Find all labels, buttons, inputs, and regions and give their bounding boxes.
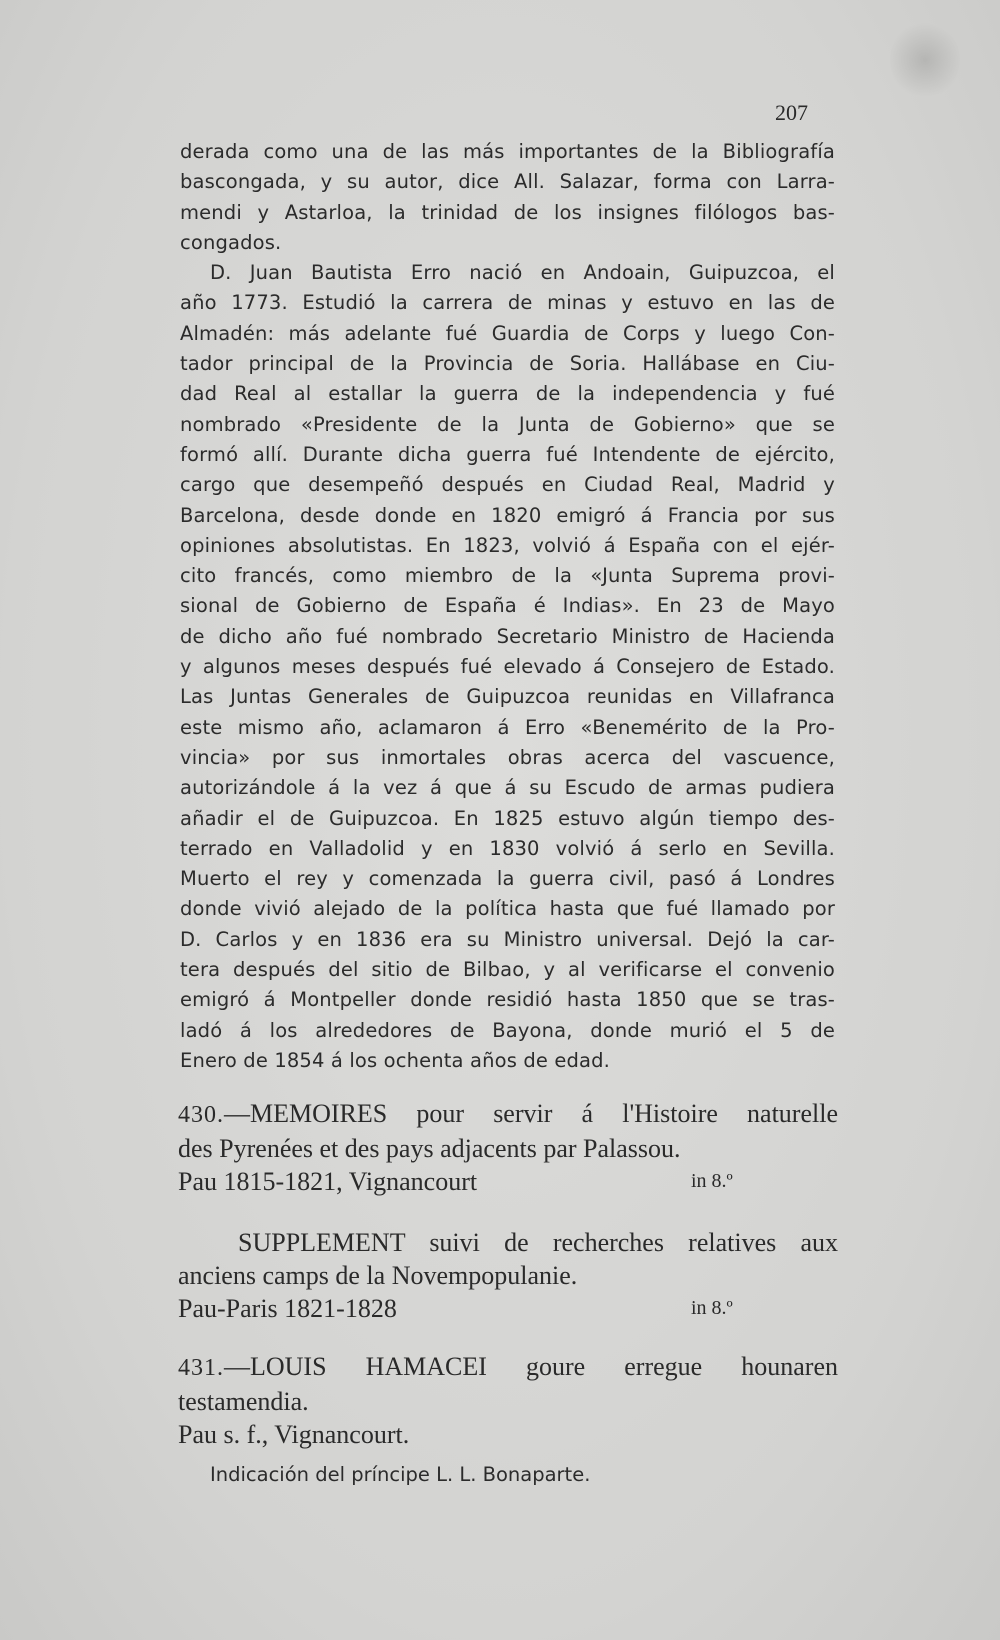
body-line: cargo que desempeñó después en Ciudad Real, Madrid y [180, 473, 835, 497]
entry-431-title-cont: testamendia. [178, 1387, 309, 1416]
body-line: Almadén: más adelante fué Guardia de Corps y luego Con- [180, 321, 835, 345]
body-line: Barcelona, desde donde en 1820 emigró á Francia por sus [180, 503, 835, 527]
body-line: congados. [180, 230, 282, 254]
entry-430-title: —MEMOIRES pour servir á l'Histoire naturelle [224, 1099, 838, 1128]
body-line: Las Juntas Generales de Guipuzcoa reunidas en Villafranca [180, 685, 835, 709]
entry-430-format: in 8.º [691, 1170, 733, 1192]
supplement-title: SUPPLEMENT suivi de recherches relatives aux [238, 1228, 838, 1257]
entry-430-heading [178, 1097, 838, 1132]
body-line: nombrado «Presidente de la Junta de Gobierno» que se [180, 412, 835, 436]
body-line: tera después del sitio de Bilbao, y al verificarse el convenio [180, 958, 835, 982]
supplement-entry [178, 1226, 838, 1325]
body-line: Muerto el rey y comenzada la guerra civil, pasó á Londres [180, 867, 835, 891]
page-number: 207 [775, 100, 808, 125]
entry-431-number: 431. [178, 1355, 224, 1381]
entry-431-title: —LOUIS HAMACEI goure erregue hounaren [224, 1352, 838, 1381]
body-line: derada como una de las más importantes de la Bibliografía [180, 140, 835, 163]
entry-431-imprint: Pau s. f., Vignancourt. [178, 1420, 410, 1449]
supplement-imprint: Pau-Paris 1821-1828 [178, 1294, 397, 1323]
body-line: vincia» por sus inmortales obras acerca del vascuence, [180, 745, 835, 769]
body-line: autorizándole á la vez á que á su Escudo de armas pudiera [180, 776, 835, 800]
biography-paragraph [180, 137, 835, 1076]
body-line: ladó á los alrededores de Bayona, donde murió el 5 de [180, 1018, 835, 1042]
entry-430 [178, 1097, 838, 1198]
body-line: cito francés, como miembro de la «Junta Suprema provi- [180, 564, 835, 588]
body-line: Enero de 1854 á los ochenta años de edad. [180, 1048, 611, 1072]
body-line: añadir el de Guipuzcoa. En 1825 estuvo algún tiempo des- [180, 806, 835, 830]
bonaparte-note: Indicación del príncipe L. L. Bonaparte. [210, 1463, 591, 1486]
body-line: tador principal de la Provincia de Soria. Hallábase en Ciu- [180, 352, 835, 376]
body-line: mendi y Astarloa, la trinidad de los insignes filólogos bas- [180, 200, 835, 224]
body-line: este mismo año, aclamaron á Erro «Benemérito de la Pro- [180, 715, 835, 739]
supplement-title-cont: anciens camps de la Novempopulanie. [178, 1261, 578, 1290]
entry-430-number: 430. [178, 1102, 224, 1128]
body-line: D. Carlos y en 1836 era su Ministro universal. Dejó la car- [180, 927, 835, 951]
body-line: y algunos meses después fué elevado á Consejero de Estado. [180, 655, 835, 679]
body-line: sional de Gobierno de España é Indias». En 23 de Mayo [180, 594, 835, 618]
supplement-imprint-row [178, 1292, 838, 1325]
body-line: opiniones absolutistas. En 1823, volvió á España con el ejér- [180, 533, 835, 557]
body-line: emigró á Montpeller donde residió hasta 1850 que se tras- [180, 988, 835, 1012]
body-line: D. Juan Bautista Erro nació en Andoain, Guipuzcoa, el [210, 261, 835, 285]
body-line: terrado en Valladolid y en 1830 volvió á serlo en Sevilla. [180, 836, 835, 860]
supplement-format: in 8.º [691, 1297, 733, 1319]
entry-431-heading [178, 1350, 838, 1385]
paper-stain [890, 20, 960, 100]
body-line: de dicho año fué nombrado Secretario Ministro de Hacienda [180, 624, 835, 648]
entry-430-imprint: Pau 1815-1821, Vignancourt [178, 1167, 478, 1196]
body-line: año 1773. Estudió la carrera de minas y estuvo en las de [180, 291, 835, 315]
entry-430-title-cont: des Pyrenées et des pays adjacents par Palassou. [178, 1134, 681, 1163]
body-line: dad Real al estallar la guerra de la independencia y fué [180, 382, 835, 406]
body-line: bascongada, y su autor, dice All. Salazar, forma con Larra- [180, 170, 835, 194]
body-line: donde vivió alejado de la política hasta que fué llamado por [180, 897, 835, 921]
body-line: formó allí. Durante dicha guerra fué Intendente de ejército, [180, 442, 835, 466]
entry-430-imprint-row [178, 1165, 838, 1198]
entry-431 [178, 1350, 838, 1451]
